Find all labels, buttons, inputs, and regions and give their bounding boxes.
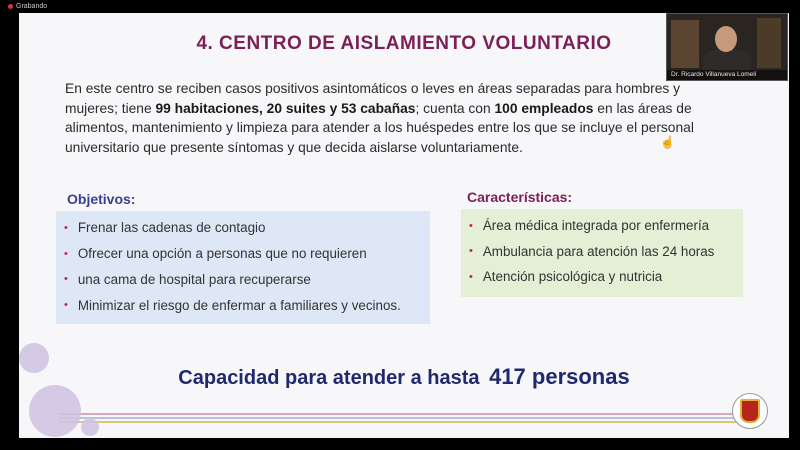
paragraph-text-2: ; cuenta con <box>415 100 495 116</box>
virus-decoration-icon <box>81 418 99 436</box>
list-item <box>64 292 422 318</box>
list-item-text: Minimizar el riesgo de enfermar a familiares y vecinos. <box>77 297 401 313</box>
list-item-text: una cama de hospital para recuperarse <box>77 271 311 287</box>
objetivos-list <box>64 215 422 318</box>
recording-label: Grabando <box>16 3 48 10</box>
virus-decoration-icon <box>19 343 49 373</box>
recording-dot-icon <box>8 4 13 9</box>
capacity-text: Capacidad para atender a hasta <box>178 367 480 389</box>
caracteristicas-list <box>469 213 735 290</box>
slide-title: 4. CENTRO DE AISLAMIENTO VOLUNTARIO <box>196 33 612 54</box>
participant-name: Dr. Ricardo Villanueva Lomelí <box>667 70 788 80</box>
decorative-stripe <box>59 413 764 415</box>
video-background-shelf <box>671 20 699 68</box>
list-item-text: Ambulancia para atención las 24 horas <box>482 243 715 259</box>
list-item <box>64 241 422 267</box>
objetivos-heading: Objetivos: <box>67 191 136 207</box>
recording-indicator <box>8 3 47 10</box>
list-item-text: Atención psicológica y nutricia <box>482 269 663 285</box>
caracteristicas-box <box>461 209 743 297</box>
university-seal-icon <box>732 393 768 429</box>
list-item <box>469 239 735 265</box>
caracteristicas-heading: Características: <box>467 189 573 205</box>
list-item <box>64 267 422 293</box>
list-item-text: Área médica integrada por enfermería <box>482 218 710 234</box>
list-item-text: Frenar las cadenas de contagio <box>77 220 266 236</box>
bullet-icon: • <box>469 270 473 283</box>
bullet-icon: • <box>64 273 68 286</box>
list-item <box>469 264 735 290</box>
slide-paragraph <box>65 79 731 157</box>
paragraph-text-1: En este centro se reciben casos positivos asintomáticos o leves en áreas separadas para hombres y mujeres; tiene <box>65 81 681 116</box>
paragraph-bold-employees: 100 empleados <box>494 100 594 116</box>
decorative-stripe <box>59 421 764 423</box>
objetivos-box <box>56 211 430 324</box>
list-item <box>64 215 422 241</box>
capacity-statement <box>19 364 789 390</box>
list-item <box>469 213 735 239</box>
seal-shield-icon <box>740 399 760 423</box>
paragraph-text-3: en las áreas de alimentos, mantenimiento y limpieza para atender a los huéspedes entre los que se incluye el personal universitario que presente síntomas y que decida aislarse voluntariamente. <box>65 100 694 155</box>
participant-video[interactable] <box>666 13 788 81</box>
bullet-icon: • <box>469 245 473 258</box>
virus-decoration-icon <box>29 385 81 437</box>
paragraph-bold-rooms: 99 habitaciones, 20 suites y 53 cabañas <box>155 100 416 116</box>
bullet-icon: • <box>64 247 68 260</box>
bullet-icon: • <box>469 219 473 232</box>
list-item-text: Ofrecer una opción a personas que no requieren <box>77 246 367 262</box>
capacity-number: 417 personas <box>489 364 630 389</box>
decorative-stripe <box>59 417 764 419</box>
bullet-icon: • <box>64 221 68 234</box>
hand-cursor-icon: ☝ <box>660 135 675 149</box>
bullet-icon: • <box>64 299 68 312</box>
video-background-shelf <box>757 18 781 68</box>
participant-head <box>715 26 737 52</box>
